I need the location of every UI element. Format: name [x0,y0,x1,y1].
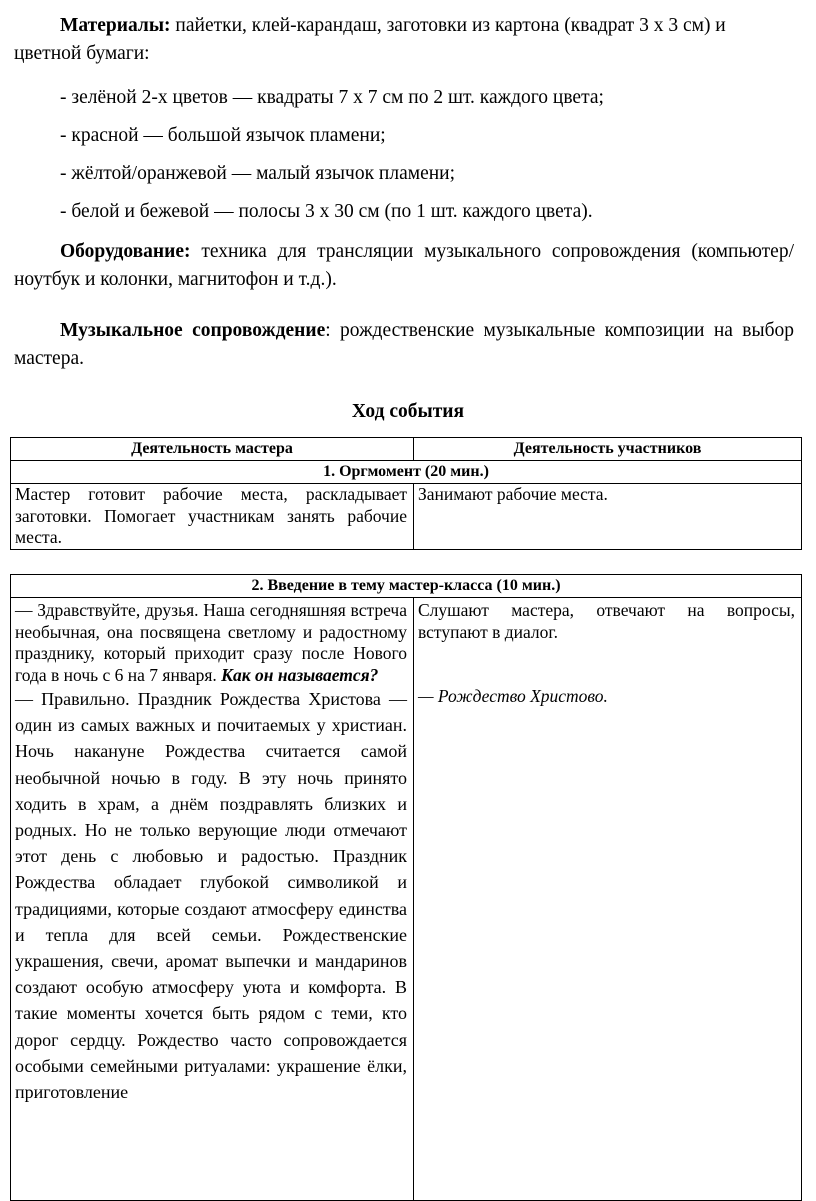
stage-title-2: 2. Введение в тему мастер-класса (10 мин.) [11,575,802,598]
master-activity-cell [11,598,414,1201]
materials-item-1: - зелёной 2-х цветов — квадраты 7 х 7 см по 2 шт. каждого цвета; [60,87,604,108]
equipment-paragraph [14,238,794,294]
stage-row [11,461,802,484]
music-paragraph [14,317,794,373]
music-text: : рождественские музыкальные композиции на выбор мастера. [14,320,794,369]
col-header-participants: Деятельность участников [414,438,802,461]
participants-text: Слушают мастера, отвечают на вопросы, вступают в диалог. [418,600,795,642]
participants-activity-cell [414,598,802,1201]
master-activity-cell: Мастер готовит рабочие места, раскладывает заготовки. Помогает участникам занять рабочие места. [11,484,414,550]
table-row [11,484,802,550]
participants-activity-cell: Занимают рабочие места. [414,484,802,550]
materials-item-2: - красной — большой язычок пламени; [60,125,386,146]
table-header-row [11,438,802,461]
master-intro: — Здравствуйте, друзья. Наша сегодняшняя встреча необычная, она посвящена светлому и радостному празднику, который приходит сразу после Нового года в ночь с 6 на 7 января. [15,600,407,685]
table-introduction [10,574,802,1201]
materials-item-4: - белой и бежевой — полосы 3 х 30 см (по 1 шт. каждого цвета). [60,201,593,222]
master-intro-text [15,600,407,686]
master-main-text: — Правильно. Праздник Рождества Христова — один из самых важных и почитаемых у христиан. Ночь накануне Рождества считается самой необычной ночью в году. В эту ночь принято ходить в храм, а днём поздравлять близких и родных. Но не только верующие люди отмечают этот день с любовью и радостью. Праздник Рождества обладает глубокой символикой и традициями, которые создают атмосферу единства и тепла для всей семьи. Рождественские украшения, свечи, аромат выпечки и мандаринов создают особую атмосферу уюта и комфорта. В такие моменты хочется быть рядом с теми, кто дорог сердцу. Рождество часто сопровождается особыми семейными ритуалами: украшение ёлки, приготовление [15,689,407,1103]
section-heading: Ход события [351,401,465,422]
equipment-label: Оборудование: [60,241,191,262]
materials-label: Материалы: [60,15,171,36]
participants-answer: — Рождество Христово. [418,686,608,706]
table-row [11,598,802,1201]
col-header-master: Деятельность мастера [11,438,414,461]
music-label: Музыкальное сопровождение [60,320,326,341]
table-orgmoment [10,437,802,550]
stage-title-1: 1. Оргмомент (20 мин.) [11,461,802,484]
materials-item-3: - жёлтой/оранжевой — малый язычок пламени; [60,163,456,184]
equipment-text: техника для трансляции музыкального сопровождения (компьютер/ноутбук и колонки, магнитофон и т.д.). [14,241,794,290]
stage-row [11,575,802,598]
materials-text: пайетки, клей-карандаш, заготовки из картона (квадрат 3 х 3 см) и цветной бумаги: [14,15,726,64]
master-question: Как он называется? [221,664,379,685]
materials-paragraph [14,12,794,68]
